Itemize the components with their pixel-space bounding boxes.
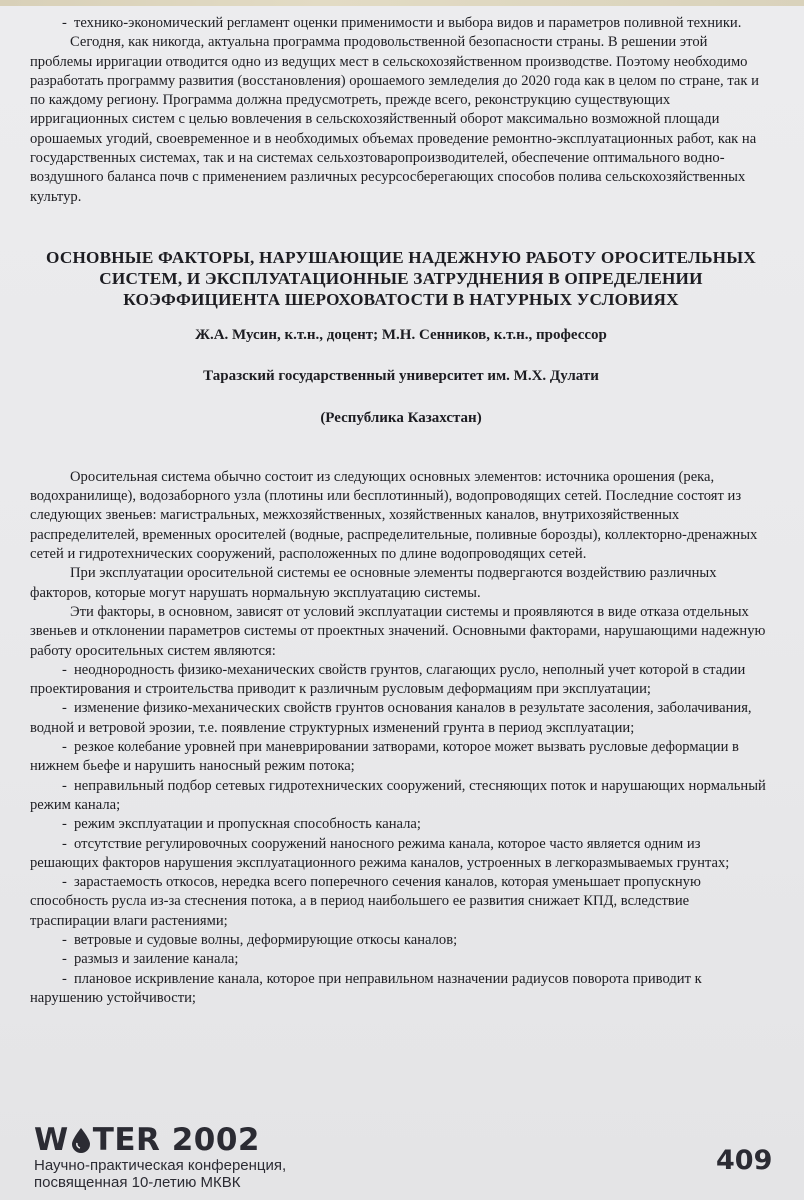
list-item-text: зарастаемость откосов, нередка всего поперечного сечения каналов, которая уменьшает пропускную способность русла из-за стеснения потока, а в период наибольшего ее развития снижает КПД, вследствие траспирации влаги растениями; <box>30 874 701 929</box>
water-drop-svg <box>70 1127 92 1153</box>
bullet-dash: - <box>62 816 67 833</box>
list-item-text: резкое колебание уровней при маневрировании затворами, которое может вызвать русловые деформации в нижнем бьефе и нарушить наносный режим потока; <box>30 739 739 775</box>
bullet-dash: - <box>62 777 67 794</box>
article-country: (Республика Казахстан) <box>320 409 482 426</box>
factor-list <box>30 661 772 1008</box>
list-item-text: отсутствие регулировочных сооружений наносного режима канала, которое часто является одним из решающих факторов нарушения эксплуатационного режима каналов, устроенных в легкоразмываемых грунтах; <box>30 835 730 871</box>
body-paragraph-1: Оросительная система обычно состоит из следующих основных элементов: источника орошения (река, водохранилище), водозаборного узла (плотины или бесплотинный), водопроводящих сетей. Последние состоят из следующих звеньев: магистральных, межхозяйственных, хозяйственных каналов, внутрихозяйственных распределителей, временных оросителей (водные, распределительные, поливные борозды), коллекторно-дренажных сетей и гидротехнических сооружений, расположенных по длине водопроводящих сетей. <box>30 468 758 563</box>
article-title <box>30 247 772 310</box>
subtitle-line-2: посвященная 10-летию МКВК <box>34 1174 241 1191</box>
list-item <box>30 777 772 816</box>
bullet-dash: - <box>62 970 67 987</box>
body-paragraph-3: Эти факторы, в основном, зависят от условий эксплуатации системы и проявляются в виде отказа отдельных звеньев и отклонении параметров системы от проектных значений. Основными факторами, нарушающими надежную работу оросительных систем являются: <box>30 603 766 659</box>
title-line-3: КОЭФФИЦИЕНТА ШЕРОХОВАТОСТИ В НАТУРНЫХ УСЛОВИЯХ <box>123 289 679 309</box>
logo-letter-w: W <box>34 1122 69 1158</box>
water-drop-icon <box>70 1127 92 1153</box>
subtitle-line-1: Научно-практическая конференция, <box>34 1157 287 1174</box>
list-item-text: изменение физико-механических свойств грунтов основания каналов в результате засоления, заболачивания, водной и ветровой эрозии, т.е. появление структурных изменений грунта в период эксплуатации; <box>30 700 752 736</box>
list-item <box>30 931 772 950</box>
bullet-dash: - <box>62 739 67 756</box>
list-item <box>30 970 772 1009</box>
bullet-dash: - <box>62 931 67 948</box>
conference-subtitle <box>34 1157 286 1191</box>
bullet-dash: - <box>62 15 67 31</box>
list-item <box>30 661 772 700</box>
logo-text-ter-2002: TER 2002 <box>92 1122 260 1158</box>
bullet-dash: - <box>62 951 67 968</box>
bullet-dash: - <box>62 700 67 717</box>
list-item-text: размыз и заиление канала; <box>74 951 239 968</box>
page-content <box>30 14 772 1008</box>
list-item-text: ветровые и судовые волны, деформирующие откосы каналов; <box>74 931 458 948</box>
body-paragraph-2: При эксплуатации оросительной системы ее основные элементы подвергаются воздействию различных факторов, которые могут нарушать нормальную эксплуатацию системы. <box>30 565 717 601</box>
title-line-1: ОСНОВНЫЕ ФАКТОРЫ, НАРУШАЮЩИЕ НАДЕЖНУЮ РАБОТУ ОРОСИТЕЛЬНЫХ <box>46 247 756 267</box>
list-item <box>30 815 772 834</box>
list-item <box>30 950 772 969</box>
list-item <box>30 699 772 738</box>
bullet-dash: - <box>62 835 67 852</box>
list-item-text: неоднородность физико-механических свойств грунтов, слагающих русло, неполный учет которой в стадии проектирования и строительства приводит к различным русловым деформациям при эксплуатации; <box>30 661 746 698</box>
list-item-text: режим эксплуатации и пропускная способность канала; <box>74 816 421 833</box>
intro-paragraph: Сегодня, как никогда, актуальна программа продовольственной безопасности страны. В решении этой проблемы ирригации отводится одно из ведущих мест в сельскохозяйственном производстве. Поэтому необходимо разработать программу развития (восстановления) орошаемого земледелия до 2020 года как в целом по стране, так и по каждому региону. Программа должна предусмотреть, прежде всего, реконструкцию существующих ирригационных систем с целью вовлечения в сельскохозяйственный оборот максимально возможной площади орошаемых угодий, своевременное и в необходимых объемах проведение ремонтно-эксплуатационных работ, как на государственных системах, так и на системах сельхозтоваропроизводителей, обеспечение оптимального водно-воздушного баланса почв с применением различных ресурсосберегающих способов полива сельскохозяйственных культур. <box>30 34 759 205</box>
list-item <box>30 873 772 931</box>
article-authors: Ж.А. Мусин, к.т.н., доцент; М.Н. Сенников, к.т.н., профессор <box>195 326 607 343</box>
list-item <box>30 835 772 874</box>
page-number: 409 <box>716 1145 773 1176</box>
bullet-dash: - <box>62 661 67 678</box>
conference-logo <box>34 1124 260 1156</box>
intro-bullet-text: технико-экономический регламент оценки применимости и выбора видов и параметров поливной техники. <box>74 15 742 31</box>
list-item <box>30 738 772 777</box>
article-affiliation: Таразский государственный университет им. М.Х. Дулати <box>203 368 599 385</box>
page-top-edge <box>0 0 804 6</box>
list-item-text: плановое искривление канала, которое при неправильном назначении радиусов поворота приводит к нарушению устойчивости; <box>30 970 702 1006</box>
title-line-2: СИСТЕМ, И ЭКСПЛУАТАЦИОННЫЕ ЗАТРУДНЕНИЯ В ОПРЕДЕЛЕНИИ <box>99 268 703 288</box>
list-item-text: неправильный подбор сетевых гидротехнических сооружений, стесняющих поток и нарушающих нормальный режим канала; <box>30 777 766 813</box>
intro-bullet <box>30 14 772 33</box>
bullet-dash: - <box>62 874 67 891</box>
